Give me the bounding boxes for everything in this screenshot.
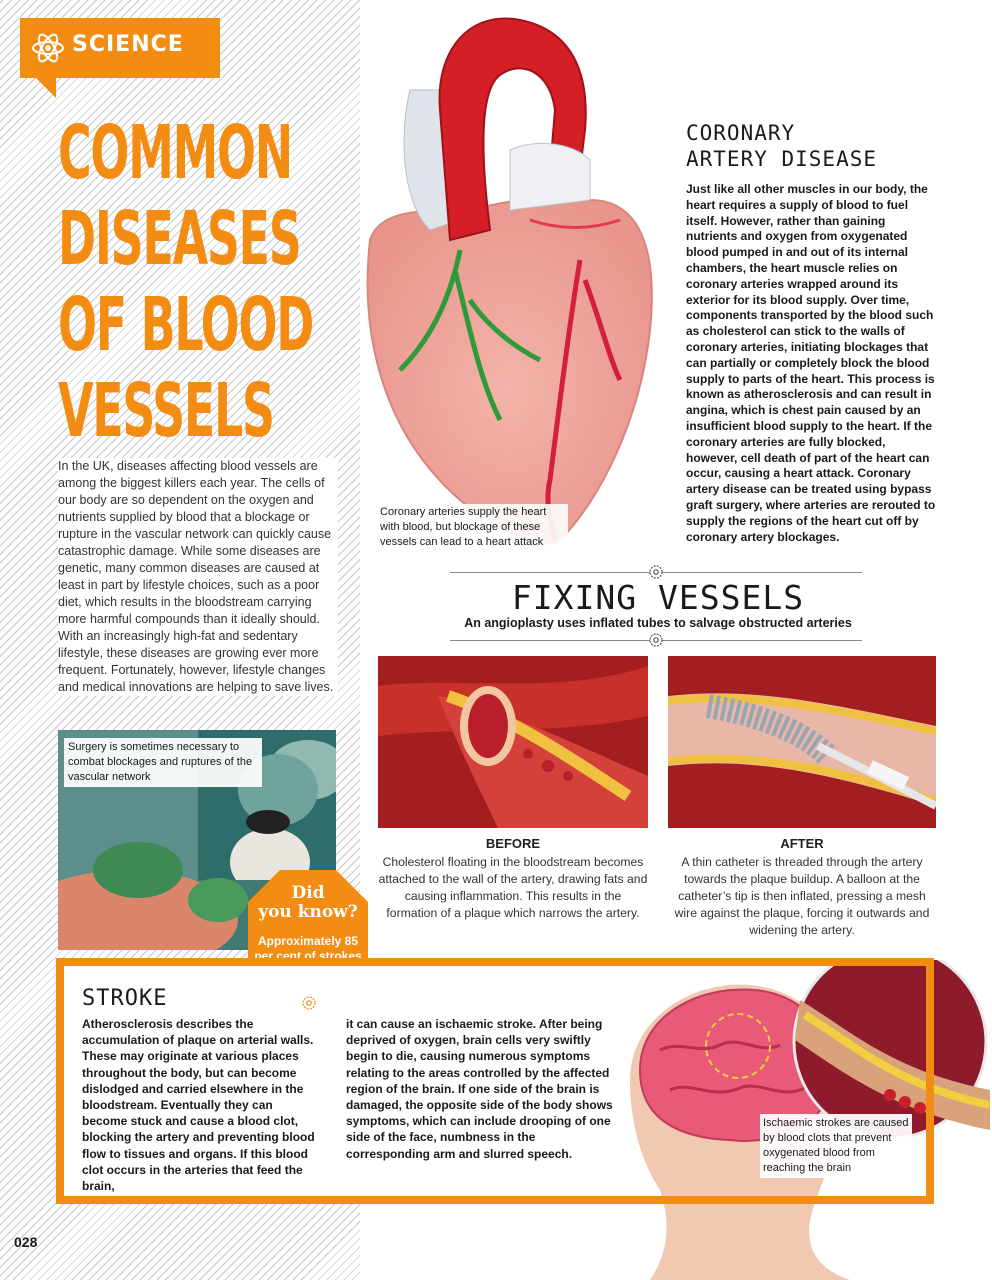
- did-you-know-title: Did you know?: [258, 883, 358, 922]
- fixing-vessels-title: FIXING VESSELS: [511, 578, 805, 617]
- after-heading: AFTER: [780, 836, 824, 851]
- intro-text: In the UK, diseases affecting blood vessels are among the biggest killers each year. The cells of our body are so dependent on the oxygen and nutrients supplied by blood that a blockage or rupture in the vascular network can quickly cause catastrophic damage. While some diseases are genetic, many common diseases are caused at least in part by lifestyle choices, such as a poor diet, which results in the bloodstream carrying more harmful compounds than it ideally should. With an increasingly high-fat and sedentary lifestyle, these diseases are growing ever more frequent. Fortunately, however, lifestyle changes and medical innovations are helping to save lives.: [58, 458, 338, 696]
- stroke-caption: Ischaemic strokes are caused by blood clots that prevent oxygenated blood from reaching the brain: [760, 1114, 912, 1178]
- after-text: A thin catheter is threaded through the artery towards the plaque buildup. A balloon at the catheter’s tip is then inflated, pressing a mesh wire against the plaque, forcing it outwards and widening the artery.: [674, 855, 930, 937]
- cad-body-text: Just like all other muscles in our body, the heart requires a supply of blood to fuel itself. However, rather than gaining nutrients and oxygen from oxygenated blood pumped in and out of its internal chambers, the heart muscle relies on coronary arteries wrapped around its exterior for its blood supply. Over time, components transported by the blood such as cholesterol can stick to the walls of coronary arteries, initiating blockages that can partially or completely block the blood supply to parts of the heart. This process is known as atherosclerosis and can result in angina, which is chest pain caused by an insufficient blood supply to the heart. If the coronary arteries are fully blocked, however, cell death of part of the heart can occur, causing a heart attack. Coronary artery disease can be treated using bypass graft surgery, where arteries are rerouted to supply the regions of the heart cut off by coronary artery blockages.: [686, 182, 936, 544]
- section-label: SCIENCE: [72, 32, 184, 57]
- title-line: DISEASES: [58, 196, 301, 282]
- stroke-text-column-1: Atherosclerosis describes the accumulation of plaque on arterial walls. These may originate at various places throughout the body, but can become dislodged and carried elsewhere in the bloodstream. Eventually they can become stuck and cause a blood clot, blocking the artery and preventing blood flow to tissues and organs. If this blood clot occurs in the arteries that feed the brain,: [82, 1017, 315, 1194]
- did-you-know-text: Approximately 85 per cent of strokes: [254, 934, 362, 963]
- heart-caption: Coronary arteries supply the heart with blood, but blockage of these vessels can lead to a heart attack: [378, 504, 568, 551]
- heart-illustration: [340, 0, 670, 560]
- atom-icon: [30, 30, 66, 66]
- before-text: Cholesterol floating in the bloodstream becomes attached to the wall of the artery, drawing fats and causing inflammation. This results in the formation of a plaque which narrows the artery.: [378, 855, 648, 920]
- before-illustration: [378, 656, 648, 828]
- gear-icon: [649, 633, 663, 647]
- section-tab-tail: [36, 78, 56, 98]
- stroke-heading: STROKE: [82, 986, 168, 1011]
- cad-heading: CORONARY ARTERY DISEASE: [686, 121, 878, 171]
- title-line: OF BLOOD: [58, 282, 314, 368]
- surgery-caption: Surgery is sometimes necessary to combat blockages and ruptures of the vascular network: [64, 738, 262, 787]
- title-line: VESSELS: [58, 368, 274, 454]
- after-illustration: [668, 656, 936, 828]
- page-number: 028: [14, 1234, 38, 1250]
- gear-icon: [302, 996, 316, 1010]
- page-title: [58, 110, 314, 454]
- fixing-vessels-subtitle: An angioplasty uses inflated tubes to salvage obstructed arteries: [464, 616, 852, 630]
- before-heading: BEFORE: [485, 836, 541, 851]
- title-line: COMMON: [58, 110, 292, 196]
- stroke-text-column-2: it can cause an ischaemic stroke. After being deprived of oxygen, brain cells very swiftly begin to die, causing numerous symptoms relating to the areas controlled by the affected region of the brain. If one side of the brain is damaged, the opposite side of the body shows symptoms, which can include drooping of one side of the face, numbness in the corresponding arm and slurred speech.: [346, 1017, 613, 1161]
- gear-icon: [649, 565, 663, 579]
